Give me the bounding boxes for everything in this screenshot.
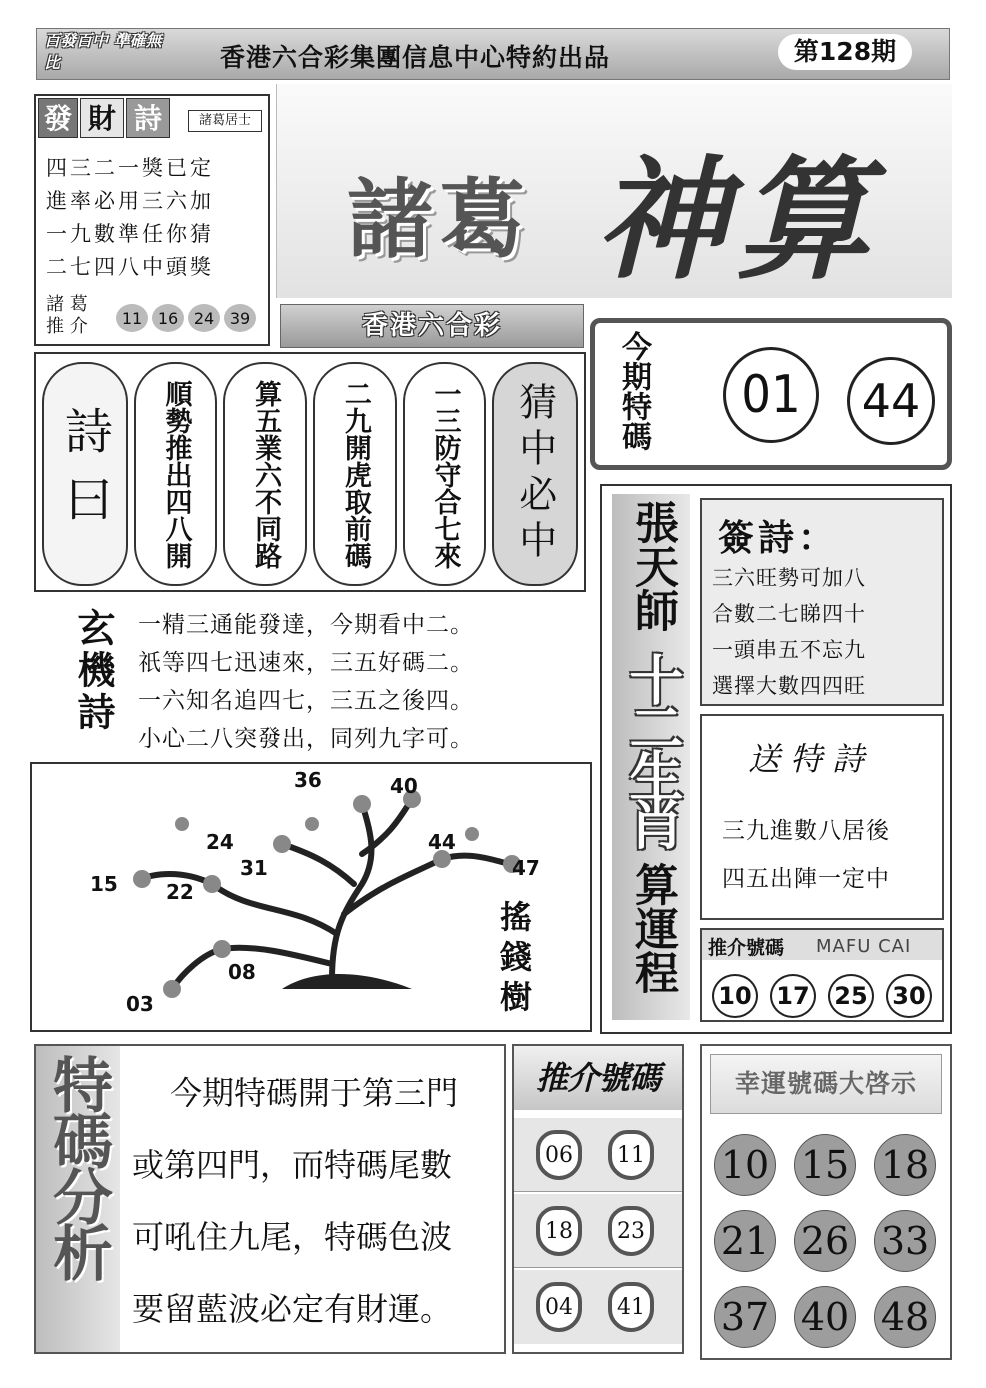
number-ball: 24 [188, 304, 220, 332]
shields-title-bar [514, 1046, 682, 1110]
recommend-shields-box [512, 1044, 684, 1354]
tree-number: 08 [228, 960, 256, 984]
mafu-label: 推介號碼 [708, 937, 785, 959]
brand-banner [276, 84, 952, 298]
number-ball: 17 [770, 974, 816, 1018]
brand-subtitle-bar [280, 304, 584, 348]
shield-number: 04 [536, 1282, 582, 1332]
analysis-box [34, 1044, 506, 1354]
fortune-line: 二七四八中頭獎 [46, 255, 214, 279]
sign-poem-title: 簽詩： [718, 518, 839, 559]
fortune-line: 四三二一獎已定 [46, 156, 214, 180]
zodiac-title-top: 張天師 [627, 500, 678, 632]
shields-title: 推介號碼 [535, 1059, 660, 1097]
header-slogan: 百發百中 準確無比 [44, 31, 162, 72]
mystic-poem-lines [138, 606, 584, 758]
fortune-poem-title-bar [38, 98, 266, 138]
poem-heading-text: 詩曰 [56, 406, 113, 542]
fortune-recommend-label [46, 294, 110, 338]
special-number-ball: 44 [847, 357, 935, 445]
shield-number: 06 [536, 1130, 582, 1180]
poem-column-text: 二九開虎取前碼 [339, 379, 371, 569]
lucky-ball: 40 [794, 1286, 856, 1348]
analysis-title-bar [36, 1046, 120, 1352]
gift-line: 四五出陣一定中 [722, 866, 890, 892]
tree-number: 15 [90, 872, 118, 896]
number-ball: 39 [224, 304, 256, 332]
fortune-title-char: 詩 [126, 98, 170, 138]
header-publisher: 香港六合彩集團信息中心特約出品 [220, 43, 611, 72]
lucky-ball: 15 [794, 1134, 856, 1196]
lucky-ball: 33 [874, 1210, 936, 1272]
money-tree-box [30, 762, 592, 1032]
fortune-poem-lines [46, 152, 260, 284]
sign-line: 三六旺勢可加八 [712, 566, 866, 590]
gift-line: 三九進數八居後 [722, 818, 890, 844]
mafu-label-bar [702, 930, 942, 960]
mystic-line: 一六知名追四七，三五之後四。 [138, 688, 474, 714]
analysis-line: 可吼住九尾，特碼色波 [132, 1218, 453, 1256]
number-ball: 11 [116, 304, 148, 332]
shield-row [514, 1270, 682, 1344]
analysis-line: 或第四門，而特碼尾數 [132, 1146, 453, 1184]
mystic-line: 祇等四七迅速來，三五好碼二。 [138, 650, 474, 676]
recommend-mafu-box [700, 928, 944, 1022]
mystic-line: 小心二八突發出，同列九字可。 [138, 726, 474, 752]
poem-column-heading [42, 362, 128, 586]
brand-subtitle: 香港六合彩 [361, 311, 502, 341]
recommend-label-bottom: 推 介 [46, 316, 88, 337]
sign-poem-box [700, 498, 944, 706]
zodiac-title-mid: 十二生肖 [621, 652, 684, 844]
poem-column [223, 362, 307, 586]
sign-line: 一頭串五不忘九 [712, 638, 866, 662]
mystic-poem-title: 玄機詩 [71, 608, 115, 734]
recommend-label-top: 諸 葛 [46, 294, 88, 315]
lucky-ball: 21 [714, 1210, 776, 1272]
tree-number: 22 [166, 880, 194, 904]
analysis-line: 今期特碼開于第三門 [170, 1074, 459, 1112]
special-number-ball: 01 [723, 347, 819, 443]
lucky-title: 幸運號碼大啓示 [734, 1069, 917, 1098]
lucky-numbers-box [700, 1044, 952, 1360]
poem-column-ending [492, 362, 578, 586]
shield-number: 11 [608, 1130, 654, 1180]
zodiac-title-column [612, 494, 690, 1020]
sign-line: 選擇大數四四旺 [712, 674, 866, 698]
poem-columns-box [34, 352, 586, 592]
special-today-label: 今期特碼 [616, 331, 651, 451]
number-ball: 25 [828, 974, 874, 1018]
shield-number: 18 [536, 1206, 582, 1256]
gift-poem-box [700, 714, 944, 920]
poem-column [134, 362, 218, 586]
gift-poem-title: 送特詩 [748, 740, 875, 778]
fortune-title-char: 財 [80, 98, 124, 138]
number-ball: 10 [712, 974, 758, 1018]
fortune-title-char: 發 [38, 98, 78, 138]
sign-line: 合數二七睇四十 [712, 602, 866, 626]
shield-number: 41 [608, 1282, 654, 1332]
tree-number: 03 [126, 992, 154, 1016]
poem-column-text: 一三防守合七來 [429, 379, 461, 569]
analysis-line: 要留藍波必定有財運。 [132, 1290, 453, 1328]
mafu-numbers [712, 974, 942, 1018]
mystic-poem-section [34, 598, 586, 754]
number-ball: 30 [886, 974, 932, 1018]
fortune-line: 一九數準任你猜 [46, 222, 214, 246]
lucky-ball: 48 [874, 1286, 936, 1348]
poem-ending-text: 猜中必中 [512, 382, 557, 566]
zodiac-title-bottom: 算運程 [627, 862, 678, 994]
poem-column-text: 順勢推出四八開 [160, 379, 192, 569]
money-tree-title: 搖錢樹 [495, 900, 533, 1020]
brand-title-left: 諸葛 [347, 169, 531, 270]
poem-column-text: 算五業六不同路 [250, 379, 282, 569]
analysis-title: 特碼分析 [43, 1054, 113, 1278]
shield-number: 23 [608, 1206, 654, 1256]
lucky-ball: 26 [794, 1210, 856, 1272]
special-today-box [590, 318, 952, 470]
fortune-author: 諸葛居士 [188, 110, 262, 132]
tree-number: 31 [240, 856, 268, 880]
tree-number: 44 [428, 830, 456, 854]
fortune-poem-box [34, 94, 270, 346]
lucky-grid [714, 1134, 946, 1348]
mystic-line: 一精三通能發達，今期看中二。 [138, 612, 474, 638]
tree-number: 47 [512, 856, 540, 880]
lucky-ball: 18 [874, 1134, 936, 1196]
lucky-ball: 37 [714, 1286, 776, 1348]
issue-badge: 第128期 [778, 34, 912, 70]
gift-poem-lines [722, 812, 944, 908]
fortune-recommend-numbers [116, 304, 266, 332]
brand-title-right: 神算 [595, 143, 879, 298]
mafu-label-en: MAFU CAI [816, 936, 912, 957]
number-ball: 16 [152, 304, 184, 332]
sign-poem-lines [712, 562, 942, 706]
fortune-line: 進率必用三六加 [46, 189, 214, 213]
tree-number: 40 [390, 774, 418, 798]
poem-column [403, 362, 487, 586]
lucky-ball: 10 [714, 1134, 776, 1196]
analysis-lines [132, 1068, 504, 1356]
poem-column [313, 362, 397, 586]
lucky-title-bar [710, 1054, 942, 1114]
tree-number: 24 [206, 830, 234, 854]
tree-number: 36 [294, 768, 322, 792]
shield-row [514, 1118, 682, 1192]
shield-row [514, 1194, 682, 1268]
